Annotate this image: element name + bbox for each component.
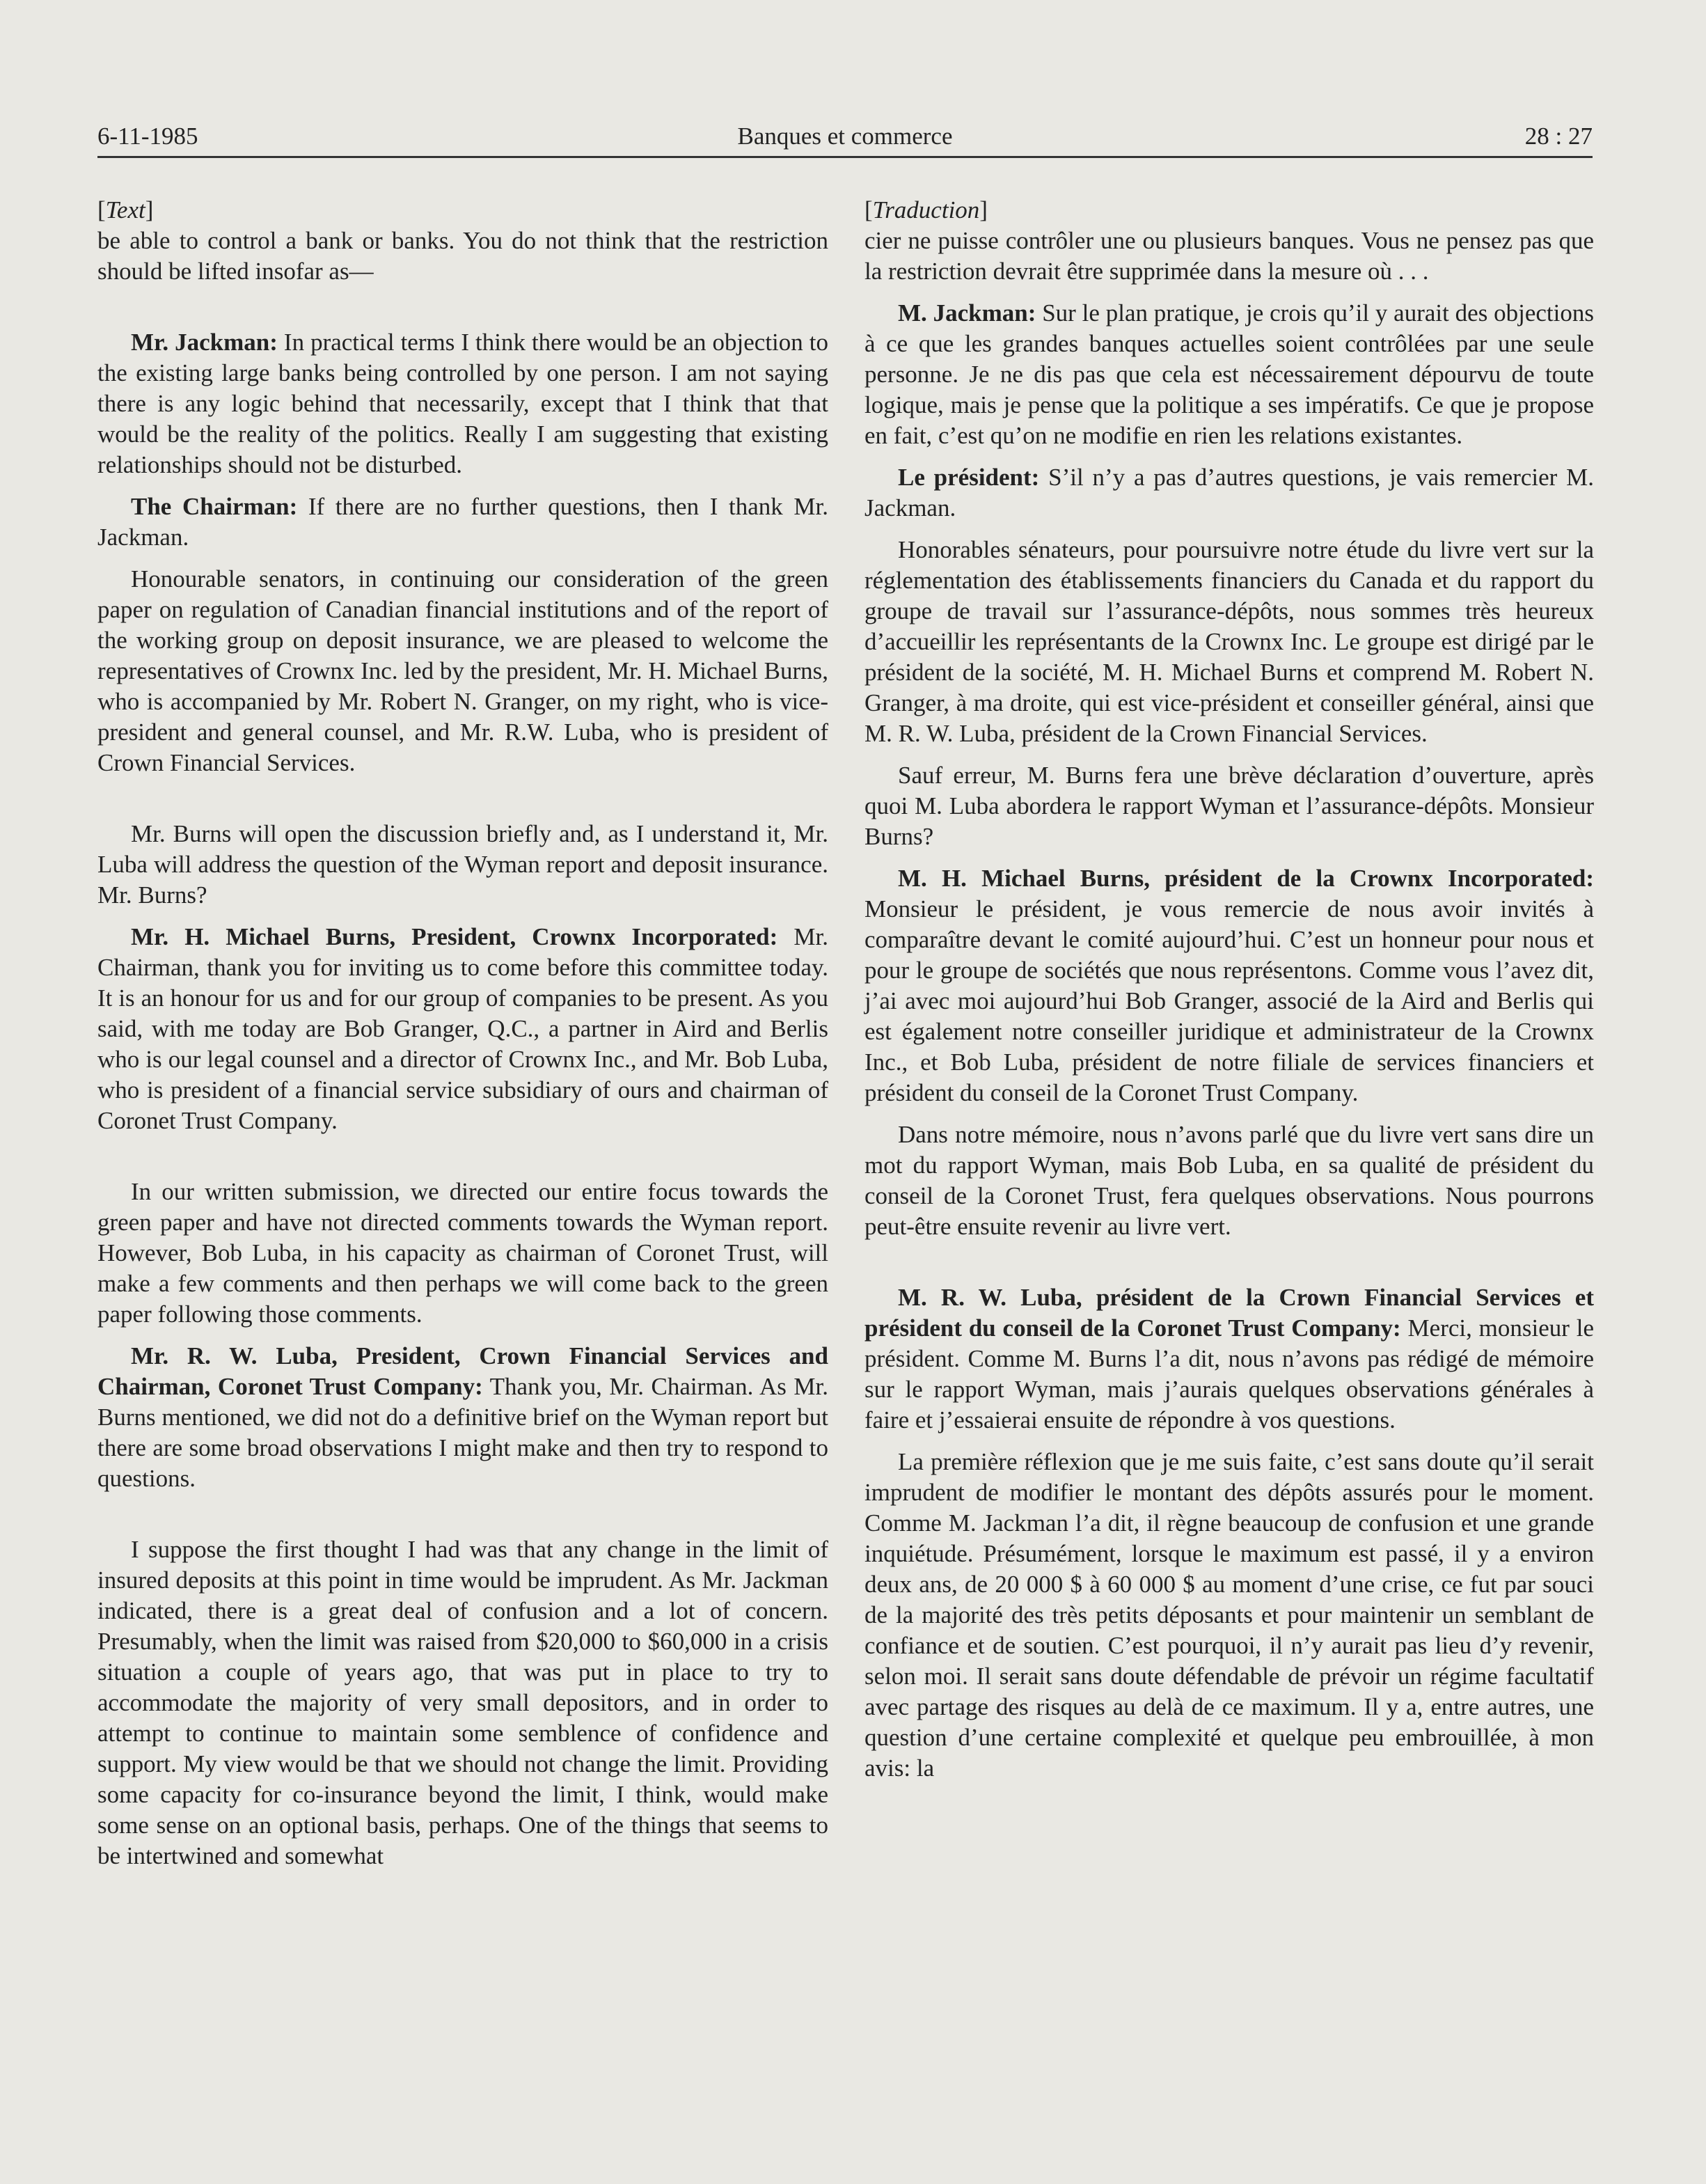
paragraph: be able to control a bank or banks. You do not think that the restriction should be lifted insofar as— xyxy=(97,227,828,285)
paragraph: Mr. H. Michael Burns, President, Crownx Incorporated: Mr. Chairman, thank you for inviting us to come before this committee today. It is an honour for us and for our group of companies to be present. As you said, with me today are Bob Granger, Q.C., a partner in Aird and Berlis who is our legal counsel and a director of Crownx Inc., and Mr. Bob Luba, who is president of a financial service subsidiary of ours and chairman of Coronet Trust Company. xyxy=(97,923,828,1134)
speaker-name: M. Jackman: xyxy=(898,299,1036,327)
paragraph: M. R. W. Luba, président de la Crown Financial Services et président du conseil de la Coronet Trust Company: Merci, monsieur le président. Comme M. Burns l’a dit, nous n’avons pas rédigé de mémoire sur le rapport Wyman, mais j’aurais quelques observations générales à faire et j’essaierai ensuite de répondre à vos questions. xyxy=(864,1284,1595,1433)
speaker-name: Mr. H. Michael Burns, President, Crownx Incorporated: xyxy=(131,923,778,950)
paragraph: Honourable senators, in continuing our consideration of the green paper on regulation of Canadian financial institutions and of the report of the working group on deposit insurance, we are pleased to welcome the representatives of Crownx Inc. led by the president, Mr. H. Michael Burns, who is accompanied by Mr. Robert N. Granger, on my right, who is vice-president and general counsel, and Mr. R.W. Luba, who is president of Crown Financial Services. xyxy=(97,565,828,776)
header-title: Banques et commerce xyxy=(737,123,953,150)
paragraph: The Chairman: If there are no further questions, then I thank Mr. Jackman. xyxy=(97,493,828,551)
paragraph: M. Jackman: Sur le plan pratique, je crois qu’il y aurait des objections à ce que les grandes banques actuelles soient contrôlées par une seule personne. Je ne dis pas que cela est nécessairement dépourvu de toute logique, mais je pense que la politique a ses impératifs. Ce que je propose en fait, c’est qu’on ne modifie en rien les relations existantes. xyxy=(864,299,1595,449)
speaker-name: Mr. Jackman: xyxy=(131,329,278,356)
paragraph: In our written submission, we directed our entire focus towards the green paper and have not directed comments towards the Wyman report. However, Bob Luba, in his capacity as chairman of Coronet Trust, will make a few comments and then perhaps we will come back to the green paper following those comments. xyxy=(97,1178,828,1328)
english-column xyxy=(97,195,828,1871)
speaker-name: Le président: xyxy=(898,464,1040,491)
speaker-name: The Chairman: xyxy=(131,493,298,520)
paragraph: Dans notre mémoire, nous n’avons parlé que du livre vert sans dire un mot du rapport Wyman, mais Bob Luba, en sa qualité de président du conseil de la Coronet Trust, fera quelques observations. Nous pourrons peut-être ensuite revenir au livre vert. xyxy=(864,1121,1594,1240)
french-column xyxy=(864,195,1594,1784)
header-page-number: 28 : 27 xyxy=(1524,123,1593,150)
paragraph: Mr. Burns will open the discussion briefly and, as I understand it, Mr. Luba will address the question of the Wyman report and deposit insurance. Mr. Burns? xyxy=(97,820,828,909)
paragraph: Le président: S’il n’y a pas d’autres questions, je vais remercier M. Jackman. xyxy=(864,464,1594,521)
paragraph: I suppose the first thought I had was that any change in the limit of insured deposits at this point in time would be imprudent. As Mr. Jackman indicated, there is a great deal of confusion and a lot of concern. Presumably, when the limit was raised from $20,000 to $60,000 in a crisis situation a couple of years ago, that was put in place to try to accommodate the majority of very small depositors, and in order to attempt to continue to maintain some semblence of confidence and support. My view would be that we should not change the limit. Providing some capacity for co-insurance beyond the limit, I think, would make some sense on an optional basis, perhaps. One of the things that seems to be intertwined and somewhat xyxy=(97,1536,828,1869)
header-date: 6-11-1985 xyxy=(97,123,198,150)
paragraph: Mr. Jackman: In practical terms I think there would be an objection to the existing large banks being controlled by one person. I am not saying there is any logic behind that necessarily, except that I think that that would be the reality of the politics. Really I am suggesting that existing relationships should not be disturbed. xyxy=(97,329,829,478)
paragraph: Mr. R. W. Luba, President, Crown Financial Services and Chairman, Coronet Trust Company: Thank you, Mr. Chairman. As Mr. Burns mentioned, we did not do a definitive brief on the Wyman report but there are some broad observations I might make and then try to respond to questions. xyxy=(97,1342,828,1492)
paragraph: M. H. Michael Burns, président de la Crownx Incorporated: Monsieur le président, je vous remercie de nous avoir invités à comparaître devant le comité aujourd’hui. C’est un honneur pour nous et pour le groupe de sociétés que nous représentons. Comme vous l’avez dit, j’ai avec moi aujourd’hui Bob Granger, associé de la Aird and Berlis qui est également notre conseiller juridique et administrateur de la Crownx Inc., et Bob Luba, président de notre filiale de services financiers et président du conseil de la Coronet Trust Company. xyxy=(864,865,1594,1106)
speaker-name: Mr. R. W. Luba, President, Crown Financial Services and Chairman, Coronet Trust Company: xyxy=(97,1342,828,1400)
paragraph: Sauf erreur, M. Burns fera une brève déclaration d’ouverture, après quoi M. Luba abordera le rapport Wyman et l’assurance-dépôts. Monsieur Burns? xyxy=(864,762,1594,850)
paragraph: La première réflexion que je me suis faite, c’est sans doute qu’il serait imprudent de modifier le montant des dépôts assurés pour le moment. Comme M. Jackman l’a dit, il règne beaucoup de confusion et une grande inquiétude. Présumément, lorsque le maximum est passé, il y a environ deux ans, de 20 000 $ à 60 000 $ au moment d’une crise, ce fut par souci de la majorité des très petits déposants et pour maintenir un semblant de confiance et de soutien. C’est pourquoi, il n’y aurait pas lieu d’y revenir, selon moi. Il serait sans doute défendable de prévoir un régime facultatif avec partage des risques au delà de ce maximum. Il y a, entre autres, une question d’une certaine complexité et quelque peu embrouillée, à mon avis: la xyxy=(864,1448,1594,1782)
paragraph: cier ne puisse contrôler une ou plusieurs banques. Vous ne pensez pas que la restriction devrait être supprimée dans la mesure où . . . xyxy=(864,227,1594,285)
section-marker: [Text] xyxy=(97,196,154,223)
section-marker: [Traduction] xyxy=(864,196,988,223)
speaker-name: M. H. Michael Burns, président de la Crownx Incorporated: xyxy=(898,865,1594,892)
paragraph: Honorables sénateurs, pour poursuivre notre étude du livre vert sur la réglementation des établissements financiers du Canada et du rapport du groupe de travail sur l’assurance-dépôts, nous sommes très heureux d’accueillir les représentants de la Crownx Inc. Le groupe est dirigé par le président de la société, M. H. Michael Burns et comprend M. Robert N. Granger, à ma droite, qui est vice-président et conseiller général, ainsi que M. R. W. Luba, président de la Crown Financial Services. xyxy=(864,536,1594,747)
running-header xyxy=(97,120,1593,158)
speaker-name: M. R. W. Luba, président de la Crown Financial Services et président du conseil de la Coronet Trust Company: xyxy=(864,1284,1594,1342)
